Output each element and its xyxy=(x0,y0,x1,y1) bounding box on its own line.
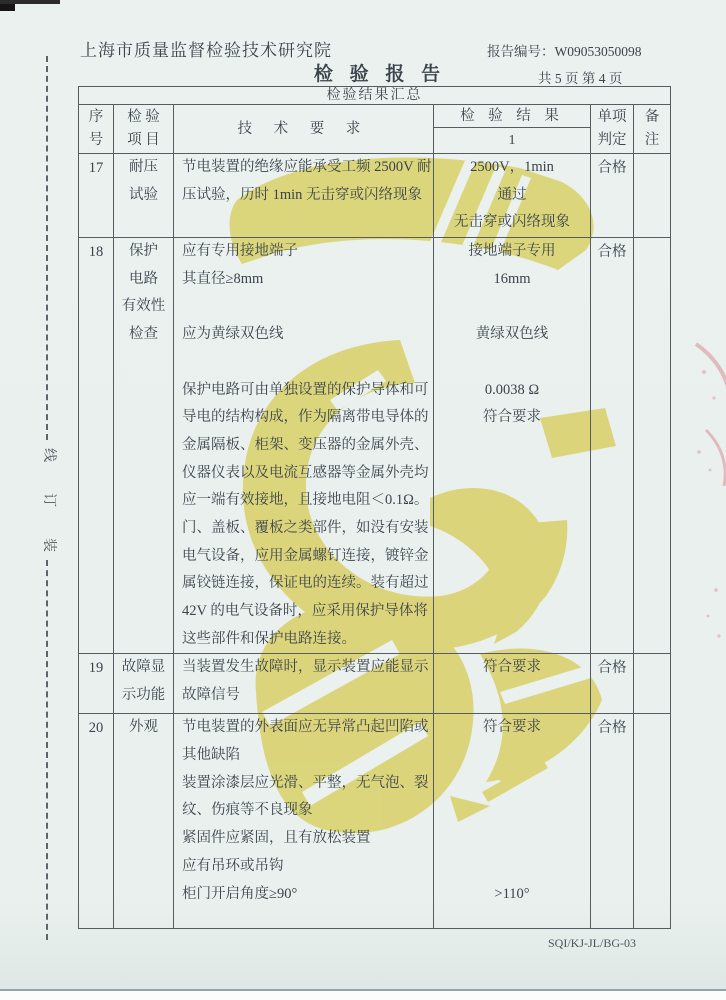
inspection-results-table xyxy=(78,86,671,929)
req-line: 门、盖板、覆板之类部件，如没有安装 xyxy=(182,519,429,536)
req-line: 导电的结构构成，作为隔离带电导体的 xyxy=(182,409,429,426)
req-line: 紧固件应紧固，且有放松装置 xyxy=(182,830,371,847)
binding-char: 线 xyxy=(41,448,56,462)
cell-result xyxy=(434,238,591,654)
item-line: 有效性 xyxy=(121,298,166,315)
result-line xyxy=(434,853,590,881)
cell-result xyxy=(434,714,591,929)
item-line: 保护 xyxy=(129,243,158,260)
req-line: 应有吊环或吊钩 xyxy=(182,857,284,874)
result-line xyxy=(434,293,590,321)
cell-item xyxy=(114,714,174,929)
table-row xyxy=(79,238,671,654)
req-line: 压试验，历时 1min 无击穿或闪络现象 xyxy=(182,186,423,203)
cell-note xyxy=(634,654,671,714)
item-line: 示功能 xyxy=(121,687,166,704)
item-line: 电路 xyxy=(129,270,158,287)
req-line: 保护电路可由单独设置的保护导体和可 xyxy=(182,381,429,398)
cell-item xyxy=(114,654,174,714)
result-line xyxy=(434,742,590,770)
scan-edge-artifact xyxy=(0,0,60,4)
req-line xyxy=(182,293,433,321)
result-line xyxy=(434,770,590,798)
req-line xyxy=(182,349,433,377)
organization-name: 上海市质量监督检验技术研究院 xyxy=(80,41,332,60)
req-line: 应为黄绿双色线 xyxy=(182,326,284,343)
table-row xyxy=(79,714,671,929)
req-line: 节电装置的绝缘应能承受工频 2500V 耐 xyxy=(182,159,432,175)
judge-value: 合格 xyxy=(597,720,627,737)
header-requirement: 技 术 要 求 xyxy=(174,105,434,154)
header-judgement: 单项 判定 xyxy=(591,105,634,154)
req-line: 电气设备，应用金属螺钉连接，镀锌金 xyxy=(182,547,429,564)
judge-value: 合格 xyxy=(597,160,627,176)
result-line: 接地端子专用 xyxy=(468,243,556,260)
result-line xyxy=(434,349,590,377)
header-note: 备 注 xyxy=(634,105,671,154)
item-line: 检查 xyxy=(129,326,158,343)
result-line: 黄绿双色线 xyxy=(475,326,549,343)
header-seq: 序 号 xyxy=(79,105,114,154)
seq-value: 19 xyxy=(88,660,104,677)
item-line: 试验 xyxy=(129,186,158,203)
cell-item xyxy=(114,154,174,238)
table-caption-row xyxy=(79,87,671,105)
result-line: 符合要求 xyxy=(483,409,541,426)
result-line: 0.0038 Ω xyxy=(484,381,540,398)
cell-result xyxy=(434,154,591,238)
req-line: 节电装置的外表面应无异常凸起凹陷或 xyxy=(182,719,429,736)
table-row xyxy=(79,154,671,238)
paper-bottom-edge xyxy=(0,989,726,1000)
cell-seq xyxy=(79,238,114,654)
req-line: 当装置发生故障时，显示装置应能显示 xyxy=(182,659,429,676)
cell-result xyxy=(434,654,591,714)
table-header-row xyxy=(79,105,671,128)
cell-judge xyxy=(591,154,634,238)
cell-judge xyxy=(591,654,634,714)
cell-item xyxy=(114,238,174,654)
cell-seq xyxy=(79,154,114,238)
header-result-sample: 1 xyxy=(434,128,591,154)
req-line: 柜门开启角度≥90° xyxy=(182,885,298,902)
req-line: 仪器仪表以及电流互感器等金属外壳均 xyxy=(182,464,429,481)
header-result: 检 验 结 果 xyxy=(434,105,591,128)
judge-value: 合格 xyxy=(597,244,627,261)
binding-dashed-line xyxy=(46,560,48,940)
req-line: 装置涂漆层应光滑、平整，无气泡、裂 xyxy=(182,774,429,791)
cell-req xyxy=(174,714,434,929)
binding-char: 订 xyxy=(41,493,56,507)
page-count: 共 5 页 第 4 页 xyxy=(538,71,623,86)
header-item: 检 验 项 目 xyxy=(114,105,174,154)
req-line: 应有专用接地端子 xyxy=(182,243,298,260)
req-line: 这些部件和保护电路连接。 xyxy=(182,630,356,647)
req-line: 金属隔板、柜架、变压器的金属外壳、 xyxy=(182,436,429,453)
judge-value: 合格 xyxy=(597,660,627,677)
cell-note xyxy=(634,154,671,238)
req-line: 属铰链连接，保证电的连续。装有超过 xyxy=(182,575,429,592)
req-line: 42V 的电气设备时，应采用保护导体将 xyxy=(182,603,428,619)
cell-judge xyxy=(591,238,634,654)
result-line: 符合要求 xyxy=(483,659,541,676)
req-line: 纹、伤痕等不良现象 xyxy=(182,802,313,819)
cell-note xyxy=(634,714,671,929)
document-code: SQI/KJ-JL/BG-03 xyxy=(548,936,637,950)
seq-value: 17 xyxy=(88,160,104,176)
result-line: 16mm xyxy=(493,270,531,287)
binding-char: 装 xyxy=(41,538,56,552)
table-caption: 检验结果汇总 xyxy=(79,87,671,105)
report-number: 报告编号：W09053050098 xyxy=(487,44,642,59)
cell-req xyxy=(174,238,434,654)
result-line: >110° xyxy=(494,885,530,902)
cell-judge xyxy=(591,714,634,929)
cell-req xyxy=(174,654,434,714)
table-body xyxy=(79,154,671,929)
table-row xyxy=(79,654,671,714)
item-line: 外观 xyxy=(129,719,158,736)
result-line: 符合要求 xyxy=(483,719,541,736)
cell-note xyxy=(634,238,671,654)
req-line: 其直径≥8mm xyxy=(182,270,264,287)
cell-seq xyxy=(79,654,114,714)
cell-seq xyxy=(79,714,114,929)
seq-value: 20 xyxy=(88,720,104,737)
req-line: 应一端有效接地，且接地电阻＜0.1Ω。 xyxy=(182,492,429,509)
item-line: 耐压 xyxy=(129,159,158,175)
result-line xyxy=(434,825,590,853)
cell-req xyxy=(174,154,434,238)
item-line: 故障显 xyxy=(121,659,166,676)
result-line: 无击穿或闪络现象 xyxy=(454,214,570,231)
result-line: 通过 xyxy=(497,186,527,203)
req-line: 其他缺陷 xyxy=(182,747,240,764)
seq-value: 18 xyxy=(88,244,104,261)
result-line xyxy=(434,797,590,825)
report-title: 检 验 报 告 xyxy=(313,64,447,85)
result-line: 2500V，1min xyxy=(470,159,554,175)
binding-dashed-line xyxy=(46,56,48,440)
req-line: 故障信号 xyxy=(182,687,240,704)
